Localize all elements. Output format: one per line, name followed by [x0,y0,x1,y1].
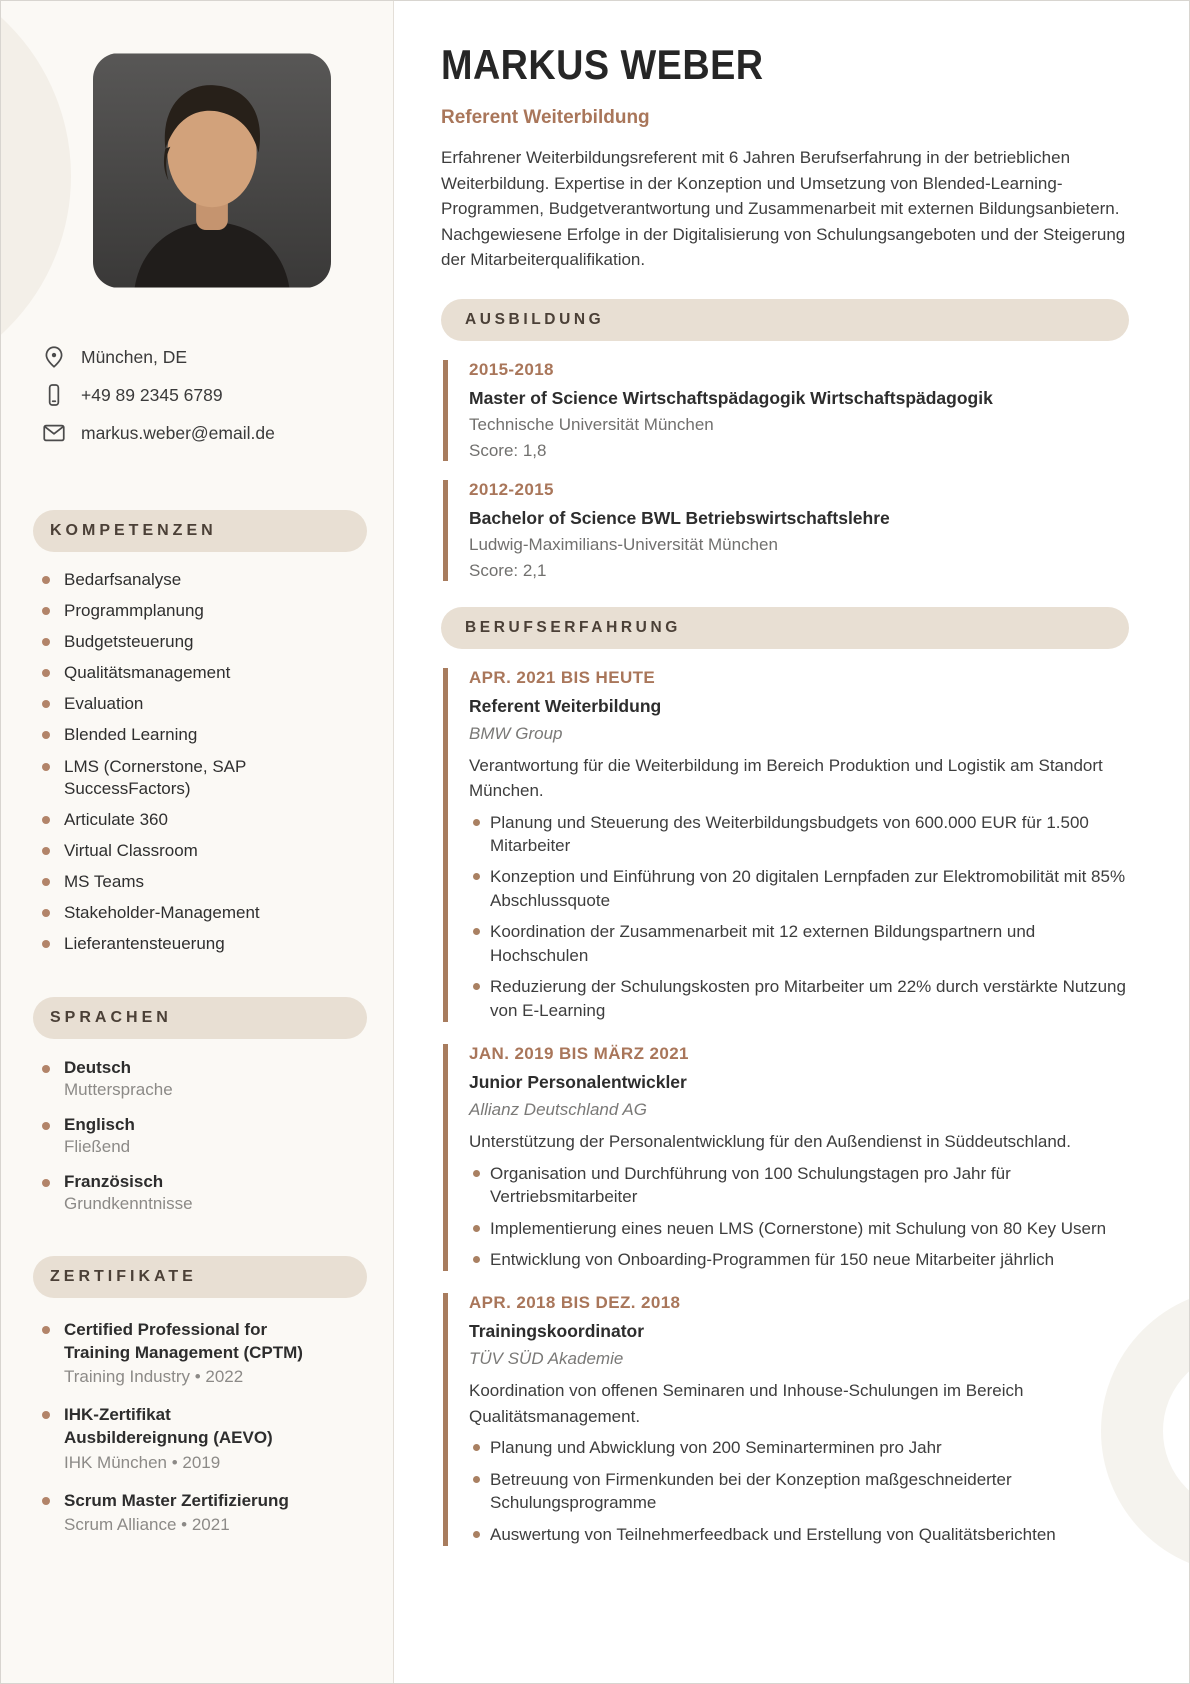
sidebar [1,1,394,1683]
skills-list [33,569,367,955]
language-level: Fließend [64,1137,131,1157]
skill-item: Bedarfsanalyse [33,569,367,591]
education-degree: Bachelor of Science BWL Betriebswirtschaftslehre [469,507,890,528]
skill-item: Qualitätsmanagement [33,662,367,684]
education-period: 2012-2015 [469,479,554,499]
education-score: Score: 2,1 [469,560,547,580]
profile-summary: Erfahrener Weiterbildungsreferent mit 6 Jahren Berufserfahrung in der betrieblichen Weiterbildung. Expertise in der Konzeption und Umsetzung von Blended-Learning-Programmen, Budgetverantwortung und Zusammenarbeit mit externen Bildungsanbietern. Nachgewiesene Erfolge in der Digitalisierung von Schulungsangeboten und der Steigerung der Mitarbeiterqualifikation. [441,148,1126,269]
contact-email [41,420,367,446]
skill-item: Blended Learning [33,724,367,746]
main-column [441,1,1129,1568]
skill-item: Articulate 360 [33,809,367,831]
experience-description: Verantwortung für die Weiterbildung im Bereich Produktion und Logistik am Standort München. [469,755,1103,800]
experience-bullet-list [469,1162,1129,1272]
experience-description: Koordination von offenen Seminaren und Inhouse-Schulungen im Bereich Qualitätsmanagement. [469,1381,1024,1426]
languages-list [33,1058,367,1214]
language-name: Englisch [64,1115,135,1135]
skill-item: Programmplanung [33,600,367,622]
bullet-item: Implementierung eines neuen LMS (Cornerstone) mit Schulung von 80 Key Usern [469,1217,1129,1240]
experience-bullet-list [469,811,1129,1023]
certificate-issuer: Training Industry • 2022 [64,1367,244,1387]
profile-photo-image [93,53,331,288]
experience-period: APR. 2018 BIS DEZ. 2018 [469,1293,681,1313]
skill-item: Stakeholder-Management [33,902,367,924]
email-text: markus.weber@email.de [81,422,275,443]
person-name: MARKUS WEBER [441,41,764,88]
experience-role: Referent Weiterbildung [469,695,662,716]
contact-location [41,344,367,370]
language-item [33,1115,367,1157]
bullet-item: Reduzierung der Schulungskosten pro Mitarbeiter um 22% durch verstärkte Nutzung von E-Learning [469,975,1129,1022]
bullet-item: Betreuung von Firmenkunden bei der Konzeption maßgeschneiderter Schulungsprogramme [469,1468,1129,1515]
skill-item: MS Teams [33,871,367,893]
education-entry [443,360,1129,461]
certificate-issuer: IHK München • 2019 [64,1452,221,1472]
experience-bullet-list [469,1436,1129,1546]
experience-entry [443,1044,1129,1271]
language-level: Muttersprache [64,1080,173,1100]
contact-list [41,344,367,446]
profile-photo [93,53,331,288]
skill-item: Budgetsteuerung [33,631,367,653]
experience-description: Unterstützung der Personalentwicklung für den Außendienst in Süddeutschland. [469,1132,1071,1152]
skill-item: Lieferantensteuerung [33,933,367,955]
education-school: Ludwig-Maximilians-Universität München [469,534,778,554]
phone-text: +49 89 2345 6789 [81,384,223,405]
education-degree: Master of Science Wirtschaftspädagogik Wirtschaftspädagogik [469,387,993,408]
section-header-kompetenzen: KOMPETENZEN [33,510,367,552]
certificate-name: Certified Professional for Training Management (CPTM) [64,1320,303,1362]
phone-icon [41,382,67,408]
certificate-item [33,1319,367,1387]
experience-role: Junior Personalentwickler [469,1072,687,1093]
section-header-zertifikate: ZERTIFIKATE [33,1256,367,1298]
experience-company: Allianz Deutschland AG [469,1100,647,1120]
section-header-sprachen: SPRACHEN [33,997,367,1039]
language-level: Grundkenntnisse [64,1194,193,1214]
person-job-title: Referent Weiterbildung [441,107,650,128]
skill-item: Virtual Classroom [33,840,367,862]
bullet-item: Koordination der Zusammenarbeit mit 12 externen Bildungspartnern und Hochschulen [469,920,1129,967]
bullet-item: Planung und Steuerung des Weiterbildungsbudgets von 600.000 EUR für 1.500 Mitarbeiter [469,811,1129,858]
location-pin-icon [41,344,67,370]
certificate-item [33,1404,367,1472]
education-school: Technische Universität München [469,414,714,434]
certificate-name: Scrum Master Zertifizierung [64,1490,289,1510]
section-header-ausbildung: AUSBILDUNG [441,299,1129,341]
skill-item: LMS (Cornerstone, SAP SuccessFactors) [33,756,367,800]
experience-entry [443,668,1129,1023]
email-icon [41,420,67,446]
bullet-item: Entwicklung von Onboarding-Programmen für 150 neue Mitarbeiter jährlich [469,1248,1129,1271]
skill-item: Evaluation [33,693,367,715]
education-period: 2015-2018 [469,359,554,379]
experience-period: JAN. 2019 BIS MÄRZ 2021 [469,1044,689,1064]
decorative-ring-top [1,1,71,391]
education-score: Score: 1,8 [469,440,547,460]
language-name: Deutsch [64,1058,132,1078]
certificates-list [33,1319,367,1535]
language-item [33,1058,367,1100]
bullet-item: Planung und Abwicklung von 200 Seminarterminen pro Jahr [469,1436,1129,1459]
language-item [33,1172,367,1214]
certificate-issuer: Scrum Alliance • 2021 [64,1515,230,1535]
experience-period: APR. 2021 BIS HEUTE [469,667,656,687]
certificate-name: IHK-Zertifikat Ausbildereignung (AEVO) [64,1405,273,1448]
location-text: München, DE [81,346,188,367]
experience-company: BMW Group [469,723,563,743]
bullet-item: Auswertung von Teilnehmerfeedback und Erstellung von Qualitätsberichten [469,1523,1129,1546]
education-entry [443,480,1129,581]
section-header-berufserfahrung: BERUFSERFAHRUNG [441,607,1129,649]
language-name: Französisch [64,1172,164,1192]
experience-entry [443,1293,1129,1546]
experience-company: TÜV SÜD Akademie [469,1349,624,1369]
contact-phone [41,382,367,408]
bullet-item: Organisation und Durchführung von 100 Schulungstagen pro Jahr für Vertriebsmitarbeiter [469,1162,1129,1209]
experience-role: Trainingskoordinator [469,1321,645,1342]
bullet-item: Konzeption und Einführung von 20 digitalen Lernpfaden zur Elektromobilität mit 85% Abschlussquote [469,865,1129,912]
certificate-item [33,1490,367,1536]
